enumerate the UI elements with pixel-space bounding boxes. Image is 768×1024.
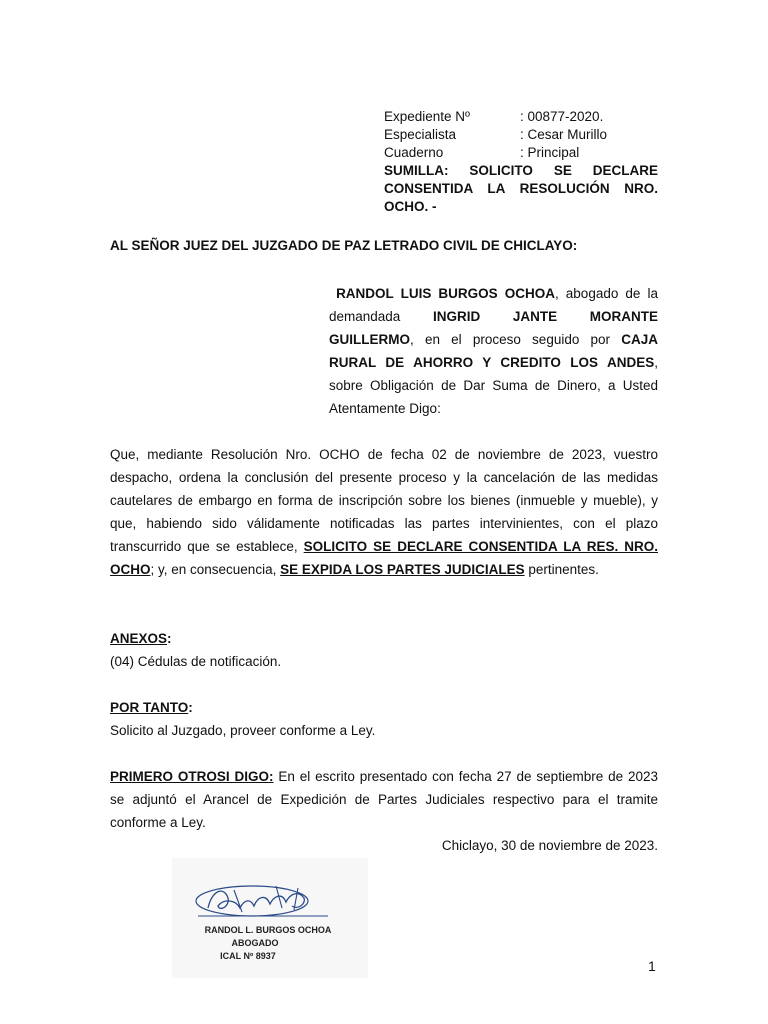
body-text-1: Que, mediante Resolución Nro. OCHO de fecha 02 de noviembre de 2023, vuestro despacho, ordena la conclusión del presente proceso y la cancelación de las medidas cautelares de embargo en forma de inscripción sobre los bienes (inmueble y mueble), y que, habiendo sido válidamente notificadas las partes intervinientes, con el plazo transcurrido que se establece, [110, 447, 658, 554]
addressee: AL SEÑOR JUEZ DEL JUZGADO DE PAZ LETRADO CIVIL DE CHICLAYO: [110, 238, 578, 253]
lawyer-name: RANDOL LUIS BURGOS OCHOA [336, 286, 555, 301]
anexos-item: (04) Cédulas de notificación. [110, 654, 282, 669]
por-tanto-colon: : [188, 700, 193, 715]
intro-text-1: , abogado de la demandada [329, 286, 658, 324]
intro-text-3: , sobre Obligación de Dar Suma de Dinero, a Usted Atentamente Digo: [329, 355, 658, 416]
plaintiff-name: CAJA RURAL DE AHORRO Y CREDITO LOS ANDES [329, 332, 658, 370]
body-text-3: pertinentes. [524, 562, 599, 577]
body-text-2: ; y, en consecuencia, [150, 562, 281, 577]
cuaderno-value: : Principal [520, 145, 580, 160]
signature-title: ABOGADO [231, 938, 279, 948]
especialista-value: : Cesar Murillo [520, 127, 608, 142]
expediente-value: : 00877-2020. [520, 109, 604, 124]
intro-text-2: , en el proceso seguido por [410, 332, 622, 347]
signature-text [172, 924, 358, 963]
cuaderno-label: Cuaderno [384, 145, 444, 160]
signature-name: RANDOL L. BURGOS OCHOA [204, 925, 332, 935]
signature-ical: ICAL Nº 8937 [220, 951, 276, 961]
request-partes: SE EXPIDA LOS PARTES JUDICIALES [280, 562, 525, 577]
sumilla-line-3: OCHO. - [384, 199, 437, 214]
sumilla-line-2: CONSENTIDA LA RESOLUCIÓN NRO. [384, 181, 658, 196]
anexos-colon: : [167, 631, 172, 646]
defendant-name: INGRID JANTE MORANTE GUILLERMO [329, 309, 658, 347]
por-tanto-text: Solicito al Juzgado, proveer conforme a Ley. [110, 723, 376, 738]
page-number: 1 [648, 958, 656, 974]
otrosi-heading: PRIMERO OTROSI DIGO: [110, 769, 274, 784]
especialista-label: Especialista [384, 127, 457, 142]
especialista-row [384, 126, 658, 144]
request-consentida: SOLICITO SE DECLARE CONSENTIDA LA RES. NRO. OCHO [110, 539, 658, 577]
case-header [384, 108, 658, 216]
anexos-section [110, 627, 281, 673]
otrosi-paragraph [110, 765, 658, 834]
expediente-row [384, 108, 658, 126]
place-date: Chiclayo, 30 de noviembre de 2023. [441, 838, 658, 853]
sumilla-line-1: SUMILLA: SOLICITO SE DECLARE [384, 163, 658, 178]
por-tanto-heading: POR TANTO [110, 700, 189, 715]
body-paragraph [110, 443, 658, 581]
por-tanto-section [110, 696, 375, 742]
intro-paragraph [329, 282, 658, 420]
expediente-label: Expediente Nº [384, 109, 470, 124]
signature-stamp [172, 858, 368, 978]
anexos-heading: ANEXOS [110, 631, 168, 646]
otrosi-text: En el escrito presentado con fecha 27 de septiembre de 2023 se adjuntó el Arancel de Expedición de Partes Judiciales respectivo para el tramite conforme a Ley. [110, 769, 658, 830]
cuaderno-row [384, 144, 658, 162]
handwritten-signature-icon [194, 878, 334, 928]
